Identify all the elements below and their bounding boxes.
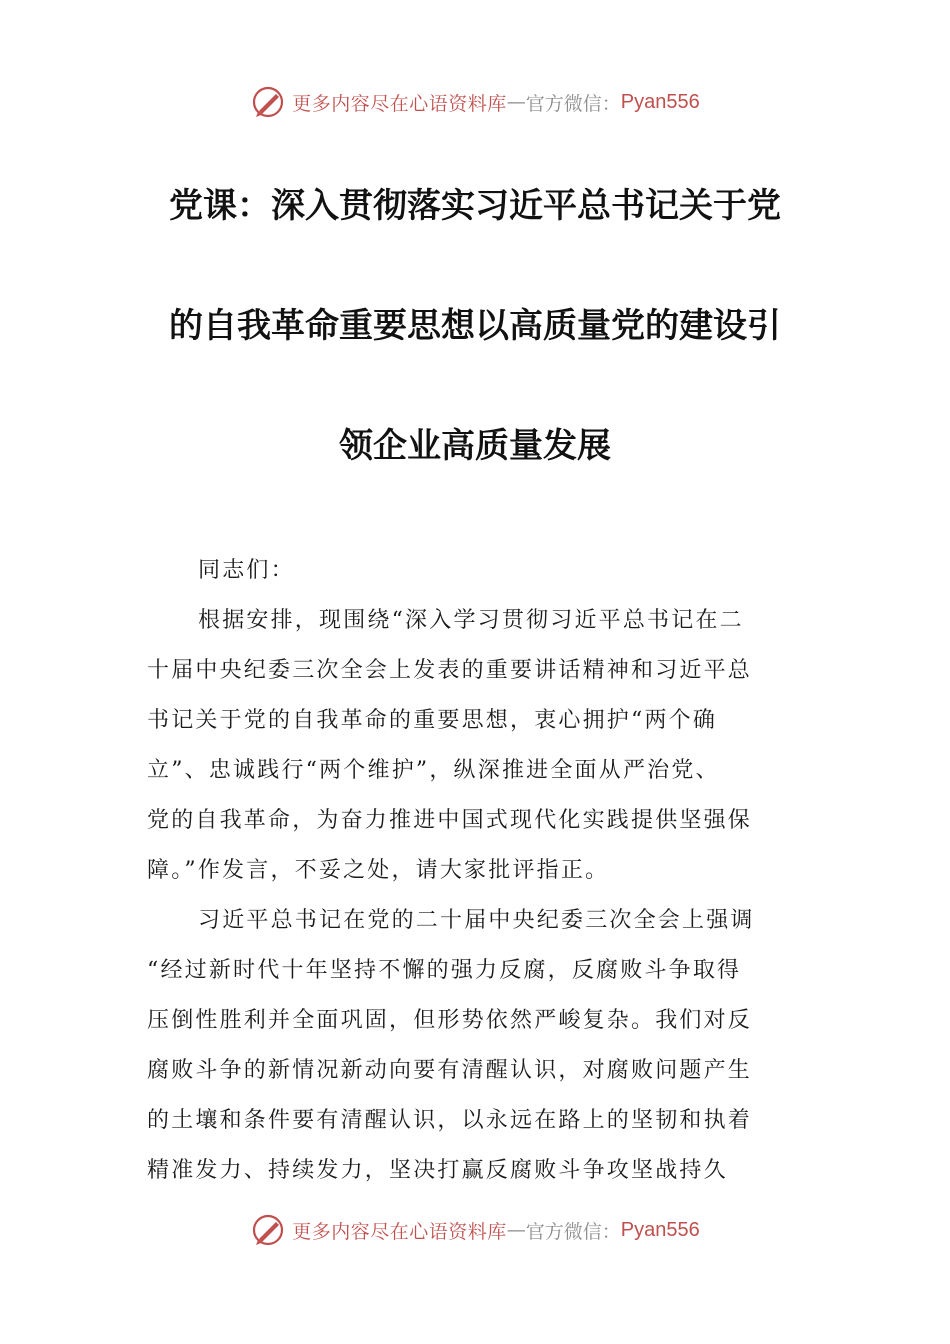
banner-wechat-label: 官方微信：	[525, 1220, 621, 1243]
banner-site-name: 更多内容尽在心语资料库	[292, 92, 507, 115]
banner-site-name: 更多内容尽在心语资料库	[292, 1220, 507, 1243]
paragraph-line: 精准发力、持续发力，坚决打赢反腐败斗争攻坚战持久	[147, 1158, 728, 1183]
paragraph-line: 书记关于党的自我革命的重要思想，衷心拥护“两个确	[147, 708, 718, 733]
paragraph-line: 十届中央纪委三次全会上发表的重要讲话精神和习近平总	[147, 658, 753, 683]
paragraph-line: 立”、忠诚践行“两个维护”，纵深推进全面从严治党、	[147, 758, 720, 783]
pen-logo-icon	[250, 84, 286, 120]
banner-dash: —	[506, 91, 526, 113]
document-title-line-3: 领企业高质量发展	[339, 426, 611, 466]
banner-dash: —	[506, 1219, 526, 1241]
footer-watermark-banner	[0, 1208, 950, 1252]
salutation: 同志们：	[198, 558, 295, 583]
paragraph-line: 的土壤和条件要有清醒认识，以永远在路上的坚韧和执着	[147, 1108, 753, 1133]
paragraph-line: 腐败斗争的新情况新动向要有清醒认识，对腐败问题产生	[147, 1058, 753, 1083]
pen-logo-icon	[250, 1212, 286, 1248]
banner-wechat-id: Pyan556	[620, 90, 700, 113]
paragraph-line: “经过新时代十年坚持不懈的强力反腐，反腐败斗争取得	[147, 958, 742, 983]
banner-wechat-id: Pyan556	[620, 1218, 700, 1241]
header-watermark-banner	[0, 80, 950, 124]
paragraph-line: 习近平总书记在党的二十届中央纪委三次全会上强调	[198, 908, 755, 933]
paragraph-line: 压倒性胜利并全面巩固，但形势依然严峻复杂。我们对反	[147, 1008, 753, 1033]
paragraph-line: 党的自我革命，为奋力推进中国式现代化实践提供坚强保	[147, 808, 753, 833]
document-title-line-1: 党课：深入贯彻落实习近平总书记关于党	[169, 186, 781, 226]
paragraph-line: 障。”作发言，不妥之处，请大家批评指正。	[147, 858, 610, 883]
paragraph-line: 根据安排，现围绕“深入学习贯彻习近平总书记在二	[198, 608, 744, 633]
document-title-line-2: 的自我革命重要思想以高质量党的建设引	[169, 306, 781, 346]
banner-wechat-label: 官方微信：	[525, 92, 621, 115]
